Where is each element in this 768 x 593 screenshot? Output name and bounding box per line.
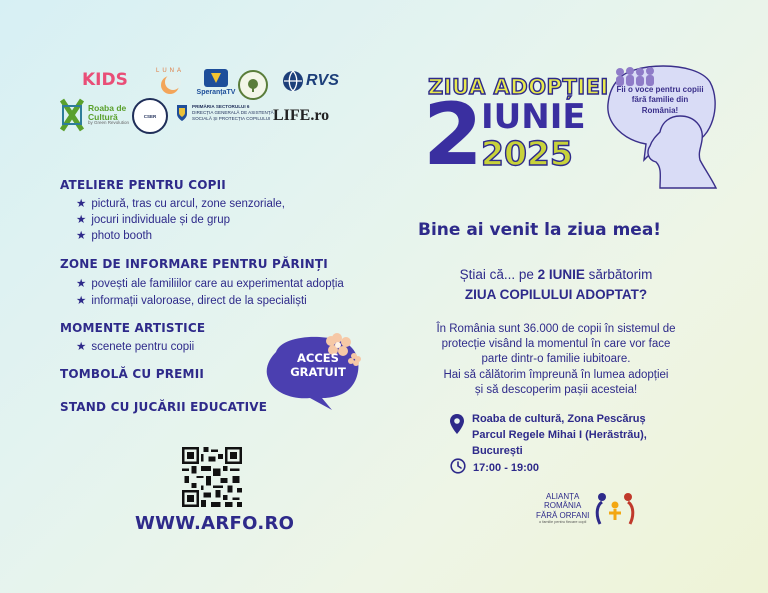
rvs-logo-text: RVS — [306, 72, 339, 89]
section-heading-tombola: TOMBOLĂ CU PREMII — [60, 367, 205, 381]
event-title: ZIUA ADOPȚIEI — [428, 75, 609, 99]
globe-icon — [282, 70, 304, 92]
event-day: 2 — [423, 85, 483, 185]
intro-paragraph: În România sunt 36.000 de copii în sistemul de protecție visând la momentul în care vor face parte dintr-o familie iubitoare. Hai să călătorim împreună în lumea adopției și să descoperim pașii acesteia! — [436, 323, 676, 396]
event-time: 17:00 - 19:00 — [473, 462, 540, 474]
highlight-date: 2 IUNIE — [537, 267, 585, 282]
star-icon: ★ — [76, 341, 87, 353]
moon-icon — [159, 74, 181, 96]
rvs-logo — [282, 70, 339, 92]
speranta-icon — [203, 68, 229, 88]
speranta-logo — [190, 68, 242, 96]
cser-logo — [132, 98, 168, 134]
list-item: ★ pictură, tras cu arcul, zone senzoriale, — [76, 198, 285, 210]
coat-of-arms-icon — [176, 104, 188, 122]
arfo-logo: ALIANȚA ROMÂNIA FĂRĂ ORFANI o familie pentru fiecare copil — [536, 490, 638, 526]
website-link[interactable]: WWW.ARFO.RO — [135, 513, 295, 534]
luna-logo-text: LUNA — [155, 68, 184, 74]
location-pin-icon — [449, 413, 465, 435]
head-bubble-illustration — [600, 60, 720, 190]
list-item: ★ scenete pentru copii — [76, 341, 195, 353]
roaba-logo-subtitle: by Green Revolution — [88, 120, 130, 126]
primaria-line-3: SOCIALĂ ȘI PROTECȚIA COPILULUI — [192, 115, 271, 121]
section-heading-momente-artistice: MOMENTE ARTISTICE — [60, 321, 206, 335]
welcome-heading: Bine ai venit la ziua mea! — [418, 220, 662, 240]
roaba-de-cultura-logo — [60, 98, 138, 132]
family-icon — [592, 490, 638, 526]
list-item: ★ informații valoroase, direct de la specialiști — [76, 295, 307, 307]
qr-code[interactable] — [182, 447, 242, 507]
kids-logo — [82, 70, 128, 90]
luna-logo — [150, 62, 190, 102]
location-address: Roaba de cultură, Zona Pescăruș Parcul Regele Mihai I (Herăstrău), București — [472, 413, 647, 457]
tree-icon — [245, 77, 261, 93]
event-year: 2025 — [481, 134, 573, 173]
event-month: IUNIE — [481, 97, 586, 137]
star-icon: ★ — [76, 214, 87, 226]
roaba-icon — [60, 98, 84, 132]
association-seal-logo — [238, 70, 268, 100]
star-icon: ★ — [76, 278, 87, 290]
primaria-line-2: DIRECȚIA GENERALĂ DE ASISTENȚĂ — [192, 110, 274, 116]
section-heading-zone-informare: ZONE DE INFORMARE PENTRU PĂRINȚI — [60, 257, 328, 271]
stiai-ca-text: Știai că... pe 2 IUNIE sărbătorim ZIUA COPILULUI ADOPTAT? — [396, 265, 716, 306]
star-icon: ★ — [76, 198, 87, 210]
roaba-logo-title: Roaba de Cultură — [88, 103, 127, 122]
list-item: ★ photo booth — [76, 230, 153, 242]
life-ro-logo — [273, 107, 329, 125]
star-icon: ★ — [76, 295, 87, 307]
acces-gratuit-badge-text: ACCES GRATUIT — [290, 351, 346, 379]
primaria-line-1: PRIMĂRIA SECTORULUI 6 — [192, 104, 250, 110]
speranta-logo-text: SperanțaTV — [196, 89, 236, 96]
section-heading-ateliere: ATELIERE PENTRU COPII — [60, 178, 226, 192]
kids-logo-text: KIDS — [82, 70, 128, 90]
bubble-slogan: Fii o voce pentru copiii fără familie din România! — [616, 85, 704, 115]
clock-icon — [450, 458, 466, 474]
section-heading-stand-jucarii: STAND CU JUCĂRII EDUCATIVE — [60, 400, 268, 414]
ziua-copilului-adoptat: ZIUA COPILULUI ADOPTAT? — [464, 287, 648, 303]
list-item: ★ povești ale familiilor care au experimentat adopția — [76, 278, 344, 290]
cser-logo-text: CSER — [143, 113, 157, 119]
star-icon: ★ — [76, 230, 87, 242]
life-ro-logo-text: LIFE.ro — [273, 107, 330, 124]
primaria-logo — [176, 104, 274, 122]
list-item: ★ jocuri individuale și de grup — [76, 214, 231, 226]
